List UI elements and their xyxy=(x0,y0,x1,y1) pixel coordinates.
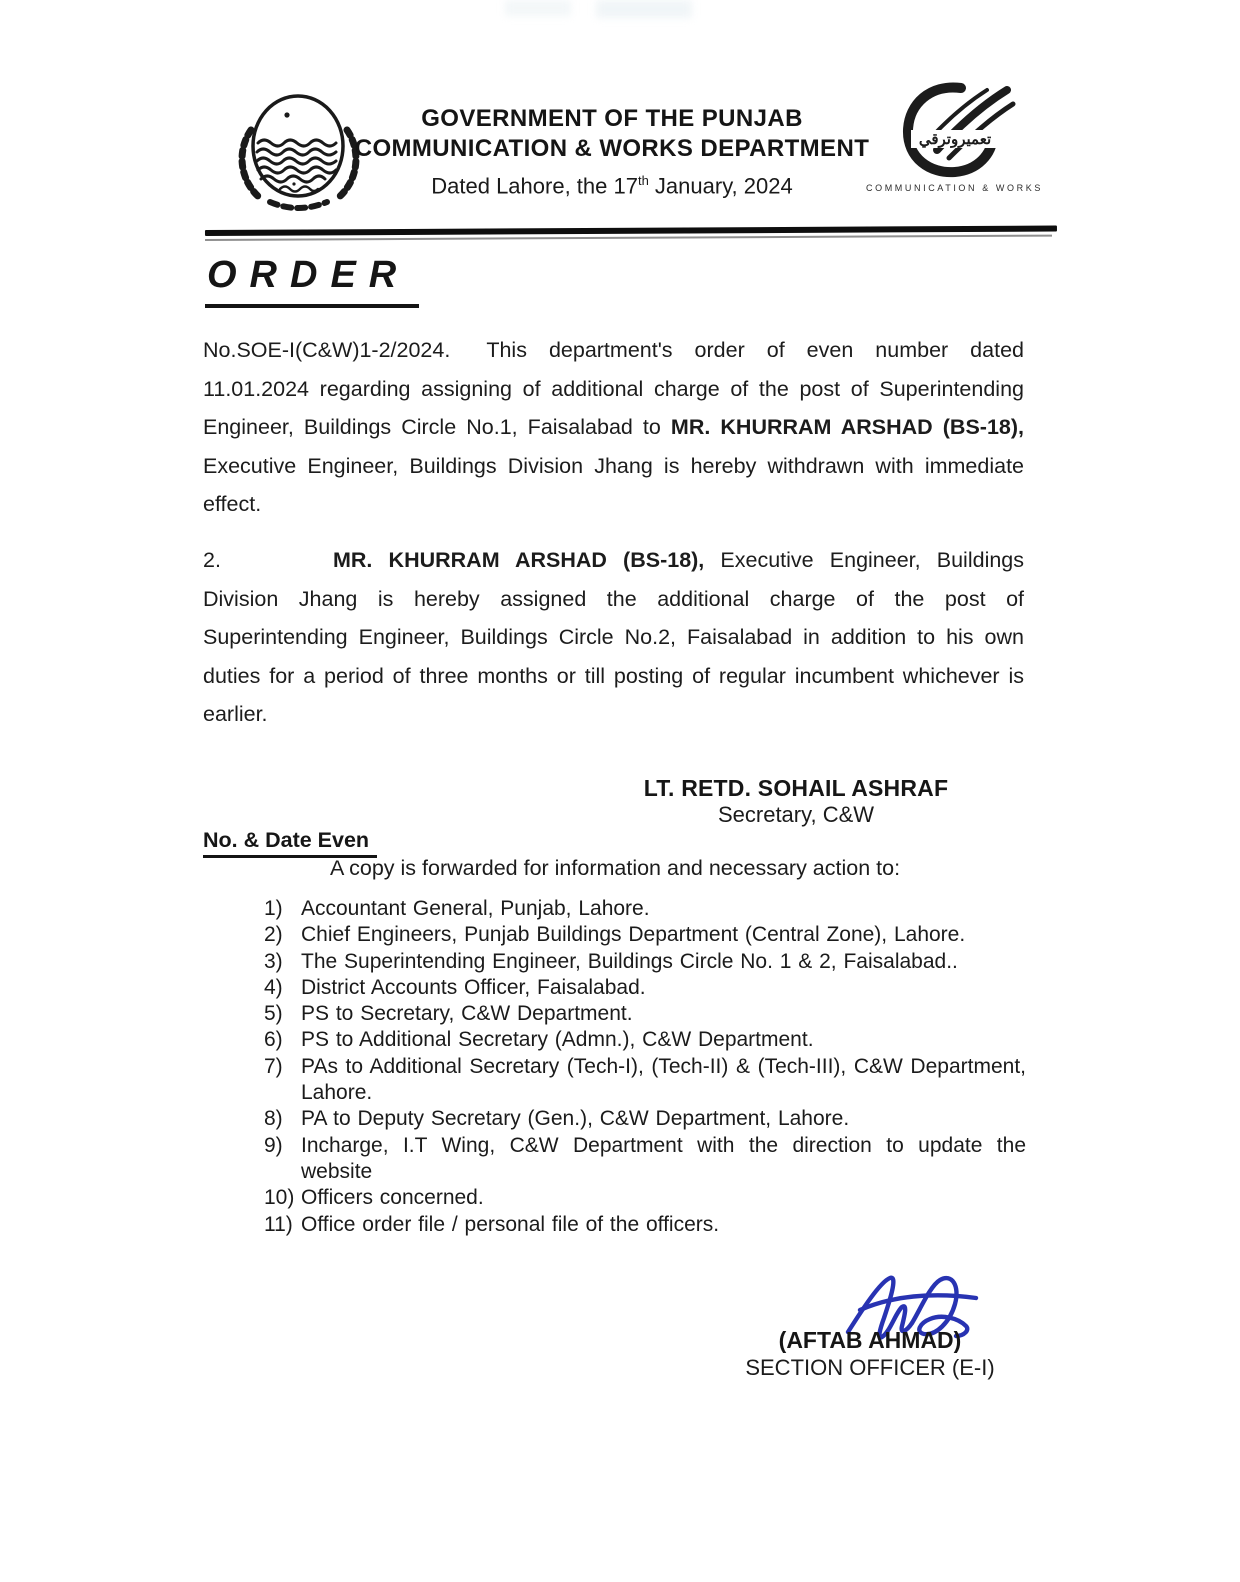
secretary-name: LT. RETD. SOHAIL ASHRAF xyxy=(643,775,949,801)
section-officer-block xyxy=(712,1327,1028,1382)
forwarding-line: A copy is forwarded for information and necessary action to: xyxy=(330,856,901,880)
header-divider xyxy=(205,226,1057,241)
cw-logo-urdu-text: تعميروترقي xyxy=(918,131,992,148)
section-officer-name: (AFTAB AHMAD) xyxy=(778,1327,962,1353)
date-line: Dated Lahore, the 17th January, 2024 xyxy=(431,173,793,199)
order-heading: ORDER xyxy=(205,254,419,308)
secretary-signature-block xyxy=(628,775,964,828)
list-item: 6) PS to Additional Secretary (Admn.), C&W Department. xyxy=(264,1028,814,1052)
section-officer-title: SECTION OFFICER (E-I) xyxy=(745,1355,995,1380)
scan-artifact xyxy=(596,0,692,18)
list-item: 4) District Accounts Officer, Faisalabad. xyxy=(264,975,646,999)
list-item: 10) Officers concerned. xyxy=(264,1186,484,1210)
officer-name-bold: MR. KHURRAM ARSHAD (BS-18), xyxy=(670,415,1024,440)
government-title: GOVERNMENT OF THE PUNJAB xyxy=(421,105,803,132)
secretary-title: Secretary, C&W xyxy=(717,802,875,827)
list-item: 8) PA to Deputy Secretary (Gen.), C&W Department, Lahore. xyxy=(264,1107,850,1131)
officer-name-bold: MR. KHURRAM ARSHAD (BS-18), xyxy=(333,548,705,572)
paragraph-number: 2. xyxy=(203,548,221,572)
cw-logo-caption: COMMUNICATION & WORKS xyxy=(866,183,1043,193)
list-item: 5) PS to Secretary, C&W Department. xyxy=(264,1002,633,1026)
cw-department-logo xyxy=(875,78,1025,182)
list-item: 1) Accountant General, Punjab, Lahore. xyxy=(264,897,650,920)
list-item: 2) Chief Engineers, Punjab Buildings Department (Central Zone), Lahore. xyxy=(264,923,966,947)
punjab-crest-logo xyxy=(228,88,370,218)
order-paragraph-1: No.SOE-I(C&W)1-2/2024. This department's order of even number dated 11.01.2024 regarding assigning of additional charge of the post of Superintending Engineer, Buildings Circle No.1, Faisalabad to MR. KHURRAM ARSHAD (BS-18), Executive Engineer, Buildings Division Jhang is hereby withdrawn with immediate effect. xyxy=(203,338,1024,517)
scan-artifact xyxy=(505,0,571,16)
cw-logo-block xyxy=(866,78,1043,193)
list-item: 11) Office order file / personal file of the officers. xyxy=(264,1212,720,1236)
no-and-date-even-label: No. & Date Even xyxy=(203,828,377,858)
distribution-list xyxy=(264,896,1026,1238)
order-paragraph-2: 2. MR. KHURRAM ARSHAD (BS-18), Executive Engineer, Buildings Division Jhang is hereby assigned the additional charge of the post of Superintending Engineer, Buildings Circle No.2, Faisalabad in addition to his own duties for a period of three months or till posting of regular incumbent whichever is earlier. xyxy=(203,541,1024,734)
letterhead xyxy=(350,104,874,199)
department-title: COMMUNICATION & WORKS DEPARTMENT xyxy=(354,135,870,162)
list-item: 7) PAs to Additional Secretary (Tech-I), (Tech-II) & (Tech-III), C&W Department, Lahore. xyxy=(264,1054,1026,1105)
list-item: 9) Incharge, I.T Wing, C&W Department with the direction to update the website xyxy=(264,1133,1026,1183)
reference-number: No.SOE-I(C&W)1-2/2024. xyxy=(203,338,451,362)
list-item: 3) The Superintending Engineer, Buildings Circle No. 1 & 2, Faisalabad.. xyxy=(264,949,958,973)
